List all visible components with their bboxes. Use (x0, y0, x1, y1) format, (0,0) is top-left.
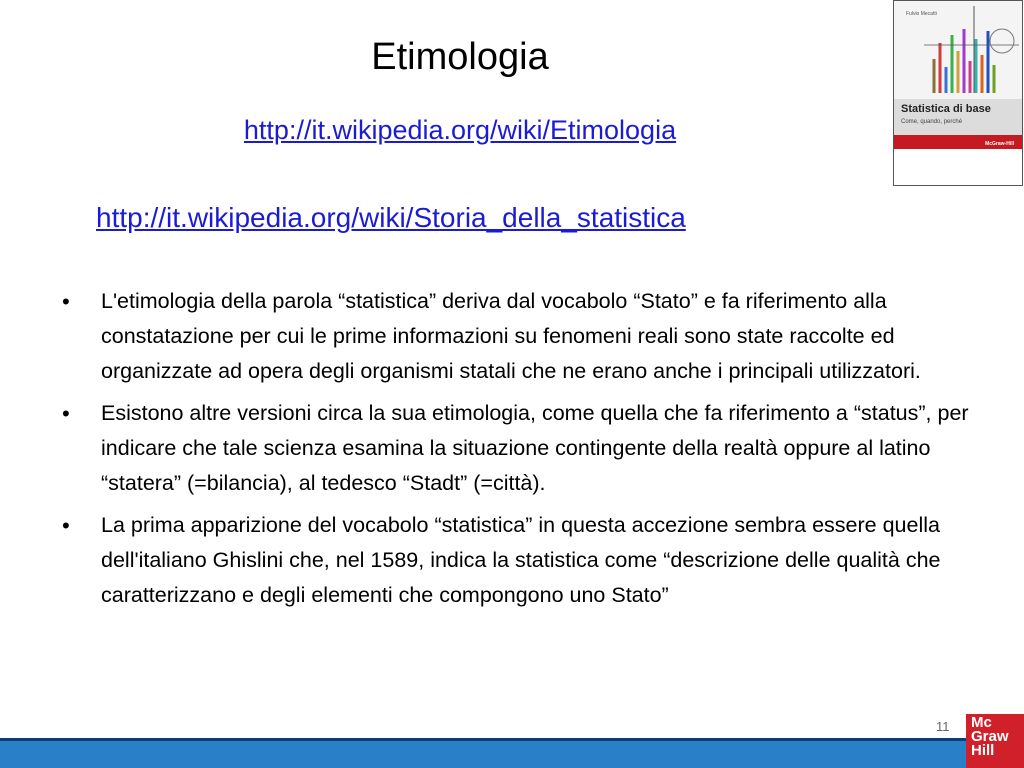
page-number: 11 (936, 719, 950, 734)
book-title: Statistica di base (901, 103, 991, 115)
logo-line: Graw (971, 728, 1009, 745)
bullet-text: La prima apparizione del vocabolo “statistica” in questa accezione sembra essere quella dell'italiano Ghislini che, nel 1589, indica la statistica come “descrizione delle qualità che caratterizzano e degli elementi che compongono uno Stato” (101, 513, 941, 607)
list-item (60, 284, 970, 389)
bullet-list (60, 284, 970, 620)
bullet-icon: • (62, 401, 70, 426)
mcgraw-hill-logo (966, 714, 1024, 768)
book-author: Fulvio Mecatti (906, 11, 937, 17)
slide-title: Etimologia (371, 36, 549, 78)
book-cover-illustration (894, 1, 1023, 186)
bullet-icon: • (62, 289, 70, 314)
logo-line: Mc (971, 714, 992, 731)
bullet-icon: • (62, 513, 70, 538)
bullet-text: L'etimologia della parola “statistica” deriva dal vocabolo “Stato” e fa riferimento alla constatazione per cui le prime informazioni su fenomeni reali sono state raccolte ed organizzate ad opera degli organismi statali che ne erano anche i principali utilizzatori. (101, 289, 921, 383)
logo-line: Hill (971, 742, 995, 759)
book-cover-image (893, 0, 1023, 186)
wikipedia-storia-statistica-link[interactable]: http://it.wikipedia.org/wiki/Storia_della_statistica (96, 202, 686, 233)
wikipedia-etimologia-link[interactable]: http://it.wikipedia.org/wiki/Etimologia (243, 115, 677, 145)
book-subtitle: Come, quando, perché (901, 119, 963, 125)
list-item (60, 508, 970, 613)
list-item (60, 396, 970, 501)
footer-bar (0, 738, 966, 768)
book-publisher: McGraw-Hill (985, 141, 1014, 147)
bullet-text: Esistono altre versioni circa la sua etimologia, come quella che fa riferimento a “status”, per indicare che tale scienza esamina la situazione contingente della realtà oppure al latino “statera” (=bilancia), al tedesco “Stadt” (=città). (101, 401, 969, 495)
